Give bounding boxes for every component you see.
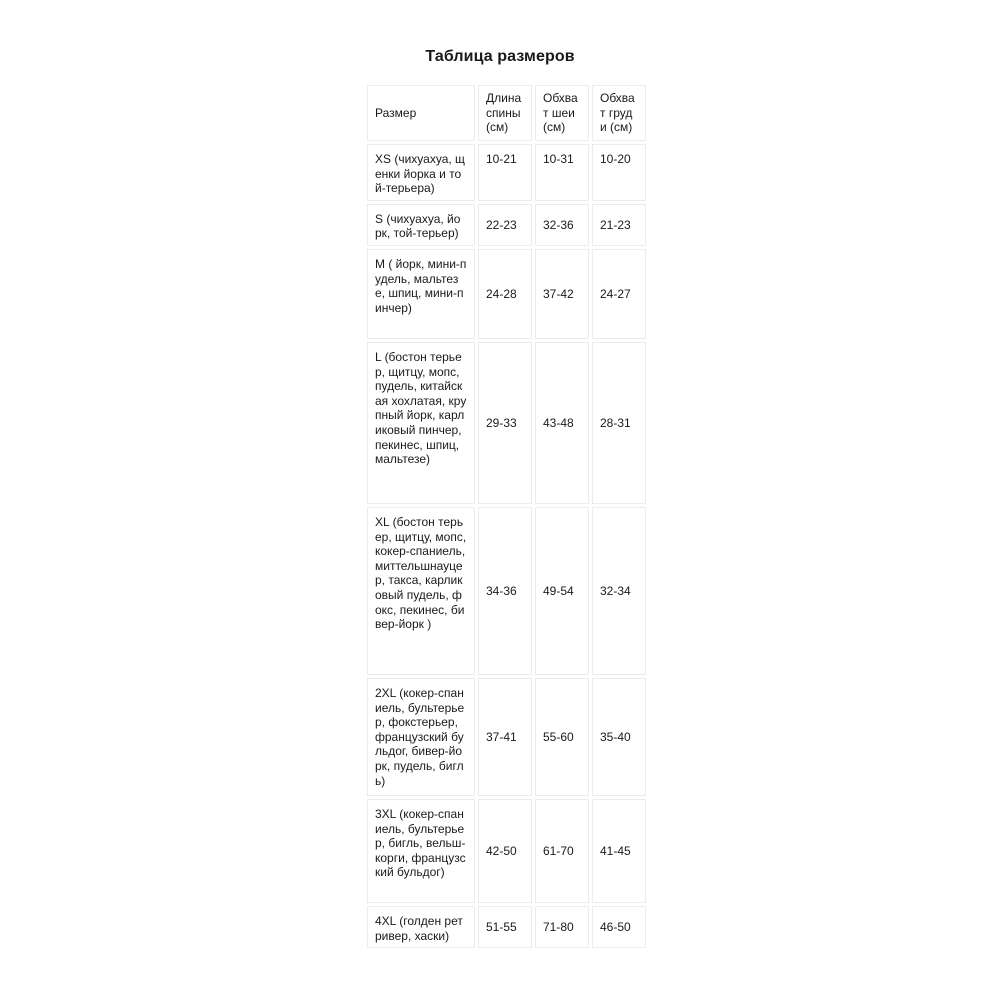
table-row — [367, 204, 646, 246]
header-size: Размер — [367, 85, 475, 141]
back-length-cell: 34-36 — [478, 507, 532, 675]
chest-girth-cell: 21-23 — [592, 204, 646, 246]
back-length-cell: 29-33 — [478, 342, 532, 504]
neck-girth-cell: 32-36 — [535, 204, 589, 246]
table-row — [367, 342, 646, 504]
chest-girth-cell: 28-31 — [592, 342, 646, 504]
neck-girth-cell: 43-48 — [535, 342, 589, 504]
chest-girth-cell: 32-34 — [592, 507, 646, 675]
chest-girth-cell: 46-50 — [592, 906, 646, 948]
chest-girth-cell: 24-27 — [592, 249, 646, 339]
back-length-cell: 51-55 — [478, 906, 532, 948]
neck-girth-cell: 37-42 — [535, 249, 589, 339]
table-row — [367, 144, 646, 201]
table-row — [367, 799, 646, 903]
table-row — [367, 906, 646, 948]
size-cell: S (чихуахуа, йорк, той-терьер) — [367, 204, 475, 246]
back-length-cell: 37-41 — [478, 678, 532, 796]
table-header-row — [367, 85, 646, 141]
header-back-length: Длина спины (см) — [478, 85, 532, 141]
neck-girth-cell: 61-70 — [535, 799, 589, 903]
header-neck-girth: Обхват шеи (см) — [535, 85, 589, 141]
chest-girth-cell: 41-45 — [592, 799, 646, 903]
back-length-cell: 22-23 — [478, 204, 532, 246]
size-cell: M ( йорк, мини-пудель, мальтезе, шпиц, мини-пинчер) — [367, 249, 475, 339]
page-title: Таблица размеров — [425, 48, 575, 65]
size-cell: L (бостон терьер, щитцу, мопс, пудель, китайская хохлатая, крупный йорк, карликовый пинчер, пекинес, шпиц, мальтезе) — [367, 342, 475, 504]
neck-girth-cell: 55-60 — [535, 678, 589, 796]
size-cell: XL (бостон терьер, щитцу, мопс, кокер-спаниель, миттельшнауцер, такса, карликовый пудель, фокс, пекинес, бивер-йорк ) — [367, 507, 475, 675]
table-row — [367, 678, 646, 796]
size-cell: XS (чихуахуа, щенки йорка и той-терьера) — [367, 144, 475, 201]
back-length-cell: 42-50 — [478, 799, 532, 903]
size-chart-table — [364, 82, 649, 951]
neck-girth-cell: 71-80 — [535, 906, 589, 948]
chest-girth-cell: 35-40 — [592, 678, 646, 796]
back-length-cell: 24-28 — [478, 249, 532, 339]
header-chest-girth: Обхват груди (см) — [592, 85, 646, 141]
size-cell: 4XL (голден ретривер, хаски) — [367, 906, 475, 948]
table-row — [367, 249, 646, 339]
table-row — [367, 507, 646, 675]
chest-girth-cell: 10-20 — [592, 144, 646, 201]
size-cell: 3XL (кокер-спаниель, бультерьер, бигль, вельш-корги, французский бульдог) — [367, 799, 475, 903]
neck-girth-cell: 49-54 — [535, 507, 589, 675]
size-cell: 2XL (кокер-спаниель, бультерьер, фокстерьер, французский бульдог, бивер-йорк, пудель, бигль) — [367, 678, 475, 796]
back-length-cell: 10-21 — [478, 144, 532, 201]
neck-girth-cell: 10-31 — [535, 144, 589, 201]
